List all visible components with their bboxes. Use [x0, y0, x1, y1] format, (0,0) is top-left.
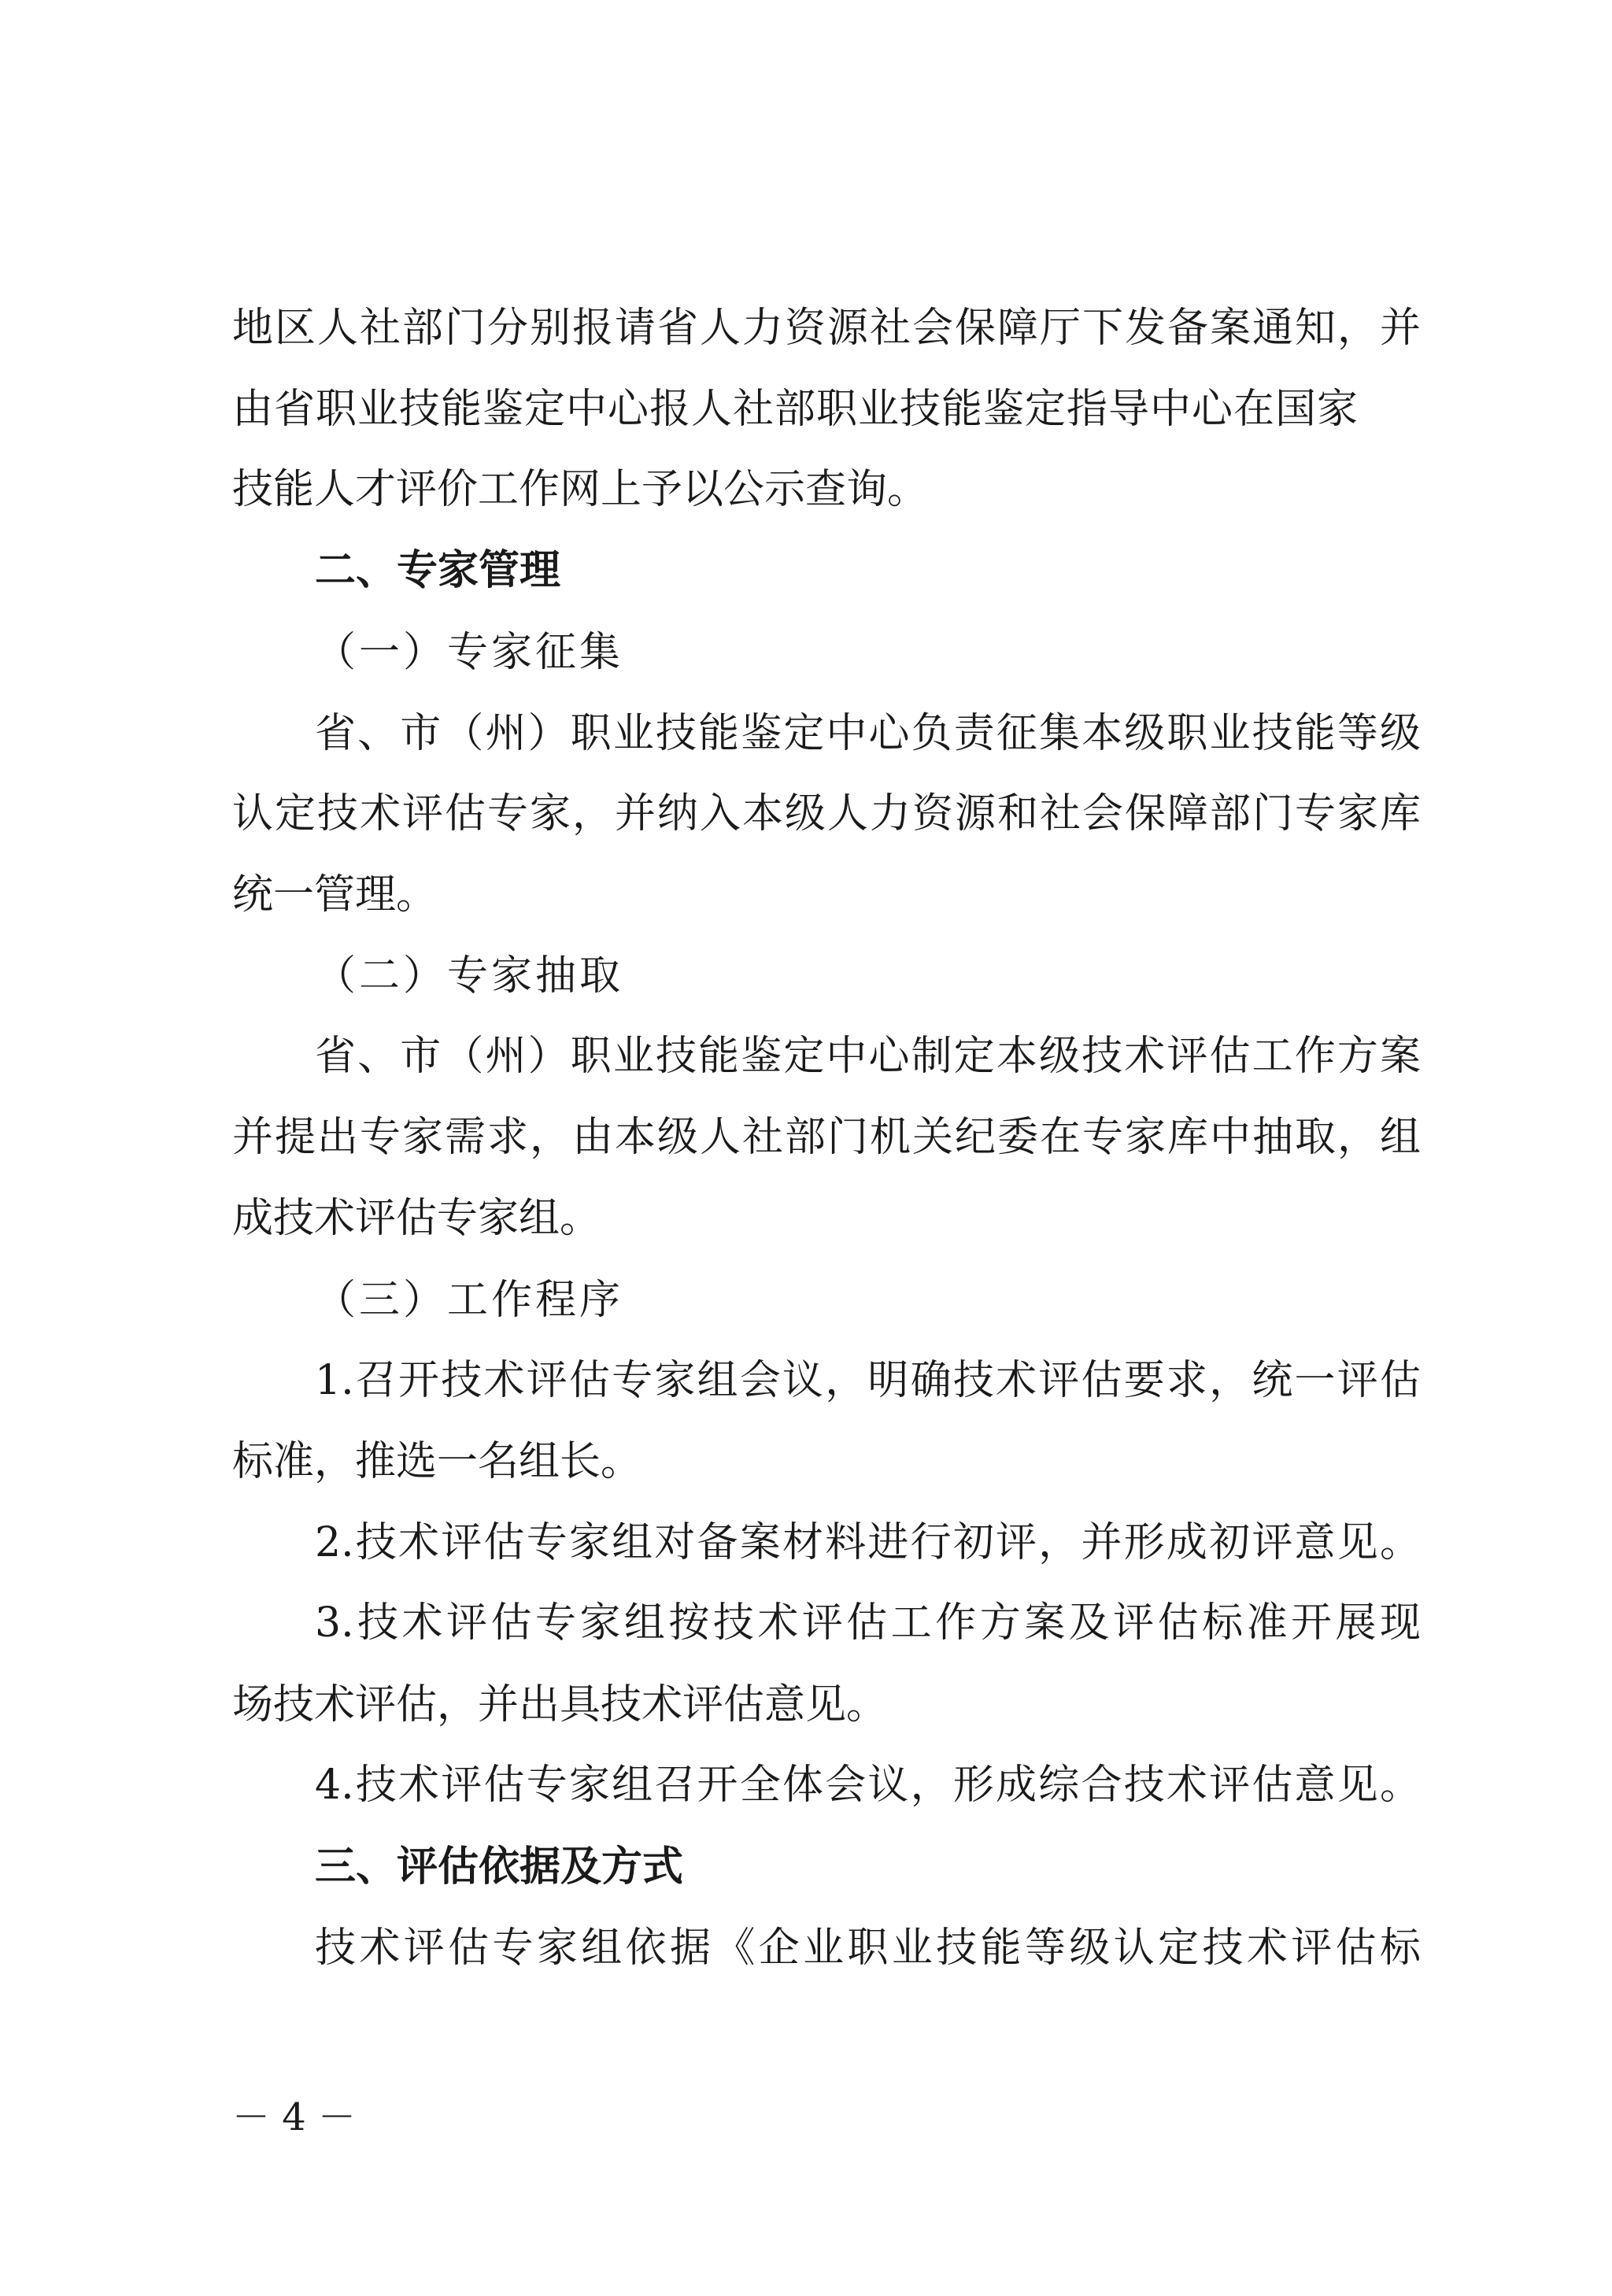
section-heading-2: 二、专家管理: [315, 547, 561, 594]
body-text-line: 成技术评估专家组。: [232, 1195, 601, 1242]
subsection-heading-2: （二）专家抽取: [315, 952, 624, 1000]
body-text-line: 3.技术评估专家组按技术评估工作方案及评估标准开展现: [315, 1599, 1421, 1647]
body-text-line: 省、市（州）职业技能鉴定中心负责征集本级职业技能等级: [315, 710, 1421, 757]
body-text-line: 场技术评估，并出具技术评估意见。: [232, 1681, 888, 1728]
body-text-line: 地区人社部门分别报请省人力资源社会保障厅下发备案通知，并: [232, 305, 1421, 352]
body-text-line: 统一管理。: [232, 871, 438, 919]
subsection-heading-3: （三）工作程序: [315, 1277, 624, 1324]
body-text-line: 4.技术评估专家组召开全体会议，形成综合技术评估意见。: [315, 1762, 1421, 1809]
page-number: － 4 －: [232, 2095, 357, 2139]
subsection-heading-1: （一）专家征集: [315, 629, 624, 676]
section-heading-3: 三、评估依据及方式: [315, 1843, 684, 1891]
body-text-line: 2.技术评估专家组对备案材料进行初评，并形成初评意见。: [315, 1519, 1421, 1566]
body-text-line: 技能人才评价工作网上予以公示查询。: [232, 466, 929, 513]
body-text-line: 技术评估专家组依据《企业职业技能等级认定技术评估标: [315, 1924, 1421, 1972]
body-text-line: 并提出专家需求，由本级人社部门机关纪委在专家库中抽取，组: [232, 1114, 1421, 1161]
body-text-line: 省、市（州）职业技能鉴定中心制定本级技术评估工作方案: [315, 1033, 1421, 1080]
body-text-line: 认定技术评估专家，并纳入本级人力资源和社会保障部门专家库: [232, 790, 1421, 837]
body-text-line: 标准，推选一名组长。: [232, 1438, 642, 1485]
body-text-line: 由省职业技能鉴定中心报人社部职业技能鉴定指导中心在国家: [232, 386, 1359, 433]
body-text-line: 1.召开技术评估专家组会议，明确技术评估要求，统一评估: [315, 1357, 1421, 1404]
